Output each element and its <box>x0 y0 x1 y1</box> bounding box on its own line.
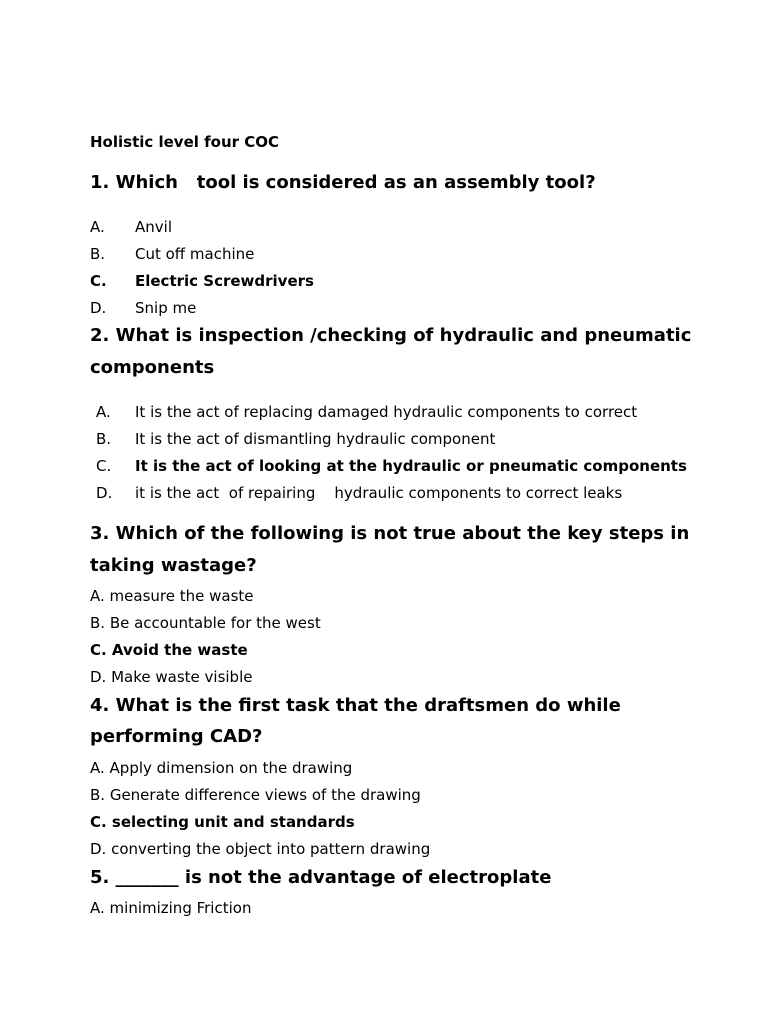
question-3-option-a: A. measure the waste <box>90 587 254 605</box>
question-5-option-a: A. minimizing Friction <box>90 899 252 917</box>
option-text: it is the act of repairing hydraulic components to correct leaks <box>135 484 623 502</box>
question-4-option-c-answer: C. selecting unit and standards <box>90 813 355 831</box>
question-3-option-d: D. Make waste visible <box>90 668 253 686</box>
option-text: Snip me <box>135 299 197 317</box>
option-letter: B. <box>90 245 106 263</box>
option-text: It is the act of looking at the hydraulic or pneumatic components <box>135 457 687 475</box>
question-3-title-line-1: 3. Which of the following is not true about the key steps in <box>90 523 690 544</box>
question-4-option-b: B. Generate difference views of the drawing <box>90 786 421 804</box>
option-letter: A. <box>90 218 105 236</box>
option-letter: C. <box>96 457 112 475</box>
question-2-title-line-2: components <box>90 357 215 378</box>
option-letter: D. <box>90 299 107 317</box>
option-letter: D. <box>96 484 113 502</box>
option-text: Electric Screwdrivers <box>135 272 314 290</box>
question-3-option-b: B. Be accountable for the west <box>90 614 321 632</box>
question-1-title: 1. Which tool is considered as an assembly tool? <box>90 172 596 193</box>
option-text: Anvil <box>135 218 172 236</box>
question-4-option-a: A. Apply dimension on the drawing <box>90 759 353 777</box>
option-text: Cut off machine <box>135 245 255 263</box>
question-2-title-line-1: 2. What is inspection /checking of hydraulic and pneumatic <box>90 325 692 346</box>
option-letter: A. <box>96 403 111 421</box>
question-4-title-line-1: 4. What is the first task that the draftsmen do while <box>90 695 621 716</box>
question-3-option-c-answer: C. Avoid the waste <box>90 641 248 659</box>
question-3-title-line-2: taking wastage? <box>90 555 257 576</box>
question-5-title: 5. _______ is not the advantage of electroplate <box>90 867 552 888</box>
option-text: It is the act of dismantling hydraulic component <box>135 430 496 448</box>
document-title: Holistic level four COC <box>90 133 280 151</box>
option-letter: B. <box>96 430 112 448</box>
question-4-option-d: D. converting the object into pattern drawing <box>90 840 431 858</box>
option-letter: C. <box>90 272 107 290</box>
question-4-title-line-2: performing CAD? <box>90 726 263 747</box>
option-text: It is the act of replacing damaged hydraulic components to correct <box>135 403 638 421</box>
